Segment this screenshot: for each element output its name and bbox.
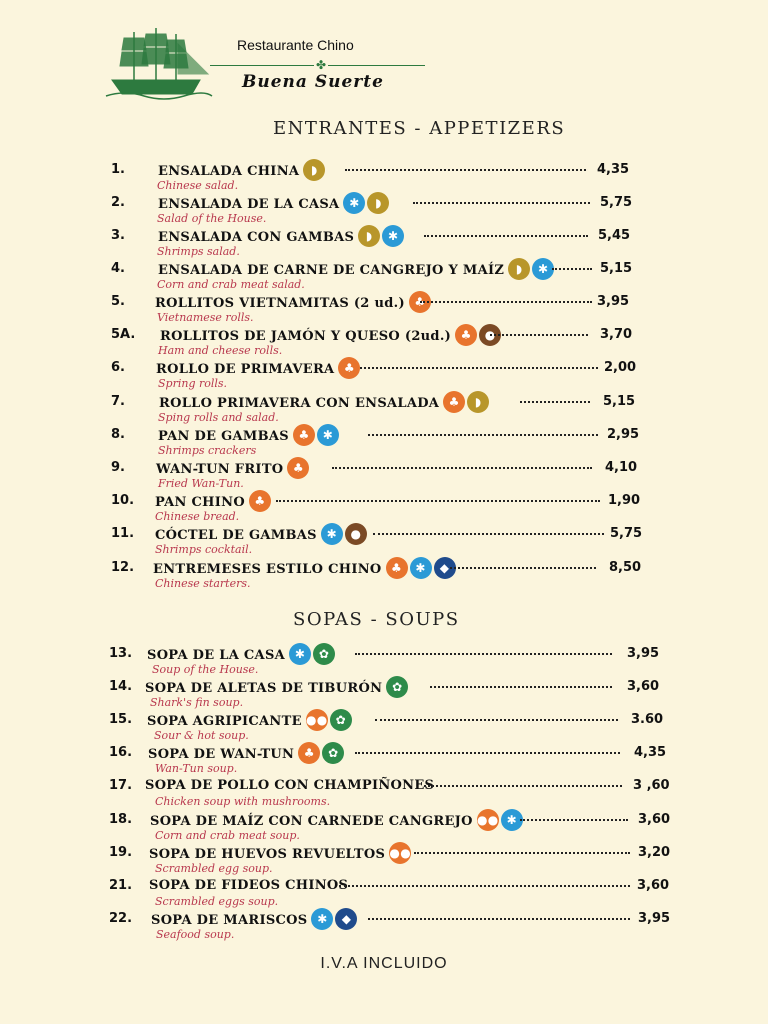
wheat-icon: ♣: [287, 457, 309, 479]
item-english-name: Sour & hot soup.: [154, 729, 249, 742]
item-english-name: Wan-Tun soup.: [155, 762, 238, 775]
dot-leader: [414, 851, 630, 854]
crab-icon: ✱: [343, 192, 365, 214]
item-number: 13.: [109, 646, 133, 661]
item-english-name: Shrimps crackers: [158, 444, 257, 457]
dot-leader: [276, 499, 600, 502]
egg-icon: ●●: [306, 709, 328, 731]
item-price: 3,95: [597, 294, 630, 309]
salad-icon: ◗: [467, 391, 489, 413]
item-english-name: Fried Wan-Tun.: [158, 477, 244, 490]
item-number: 4.: [111, 261, 125, 276]
item-name: ENSALADA DE CARNE DE CANGREJO Y MAÍZ: [158, 263, 505, 278]
item-number: 22.: [109, 911, 133, 926]
item-price: 3,60: [627, 679, 660, 694]
pork-icon: ●: [479, 324, 501, 346]
item-price: 3,70: [600, 327, 633, 342]
veg-icon: ✿: [386, 676, 408, 698]
item-number: 2.: [111, 195, 125, 210]
item-price: 5,45: [598, 228, 631, 243]
item-price: 3 ,60: [633, 778, 670, 793]
crab-icon: ✱: [311, 908, 333, 930]
item-name: CÓCTEL DE GAMBAS: [155, 528, 317, 543]
item-price: 8,50: [609, 560, 642, 575]
item-name: SOPA DE HUEVOS REVUELTOS: [149, 847, 386, 862]
item-number: 19.: [109, 845, 133, 860]
soups-item: [0, 679, 768, 713]
crab-icon: ✱: [501, 809, 523, 831]
crab-icon: ✱: [532, 258, 554, 280]
item-number: 15.: [109, 712, 133, 727]
item-name: ENTREMESES ESTILO CHINO: [153, 562, 382, 577]
item-price: 4,10: [605, 460, 638, 475]
item-price: 5,75: [610, 526, 643, 541]
item-name: ROLLO DE PRIMAVERA: [156, 362, 335, 377]
appetizers-item: [0, 493, 768, 527]
dot-leader: [368, 917, 630, 920]
clover-icon: ✤: [316, 58, 327, 72]
item-name: SOPA DE WAN-TUN: [148, 747, 295, 762]
soups-item: [0, 812, 768, 846]
item-english-name: Scrambled eggs soup.: [155, 895, 279, 908]
crab-icon: ✱: [289, 643, 311, 665]
crab-icon: ✱: [317, 424, 339, 446]
restaurant-name: Buena Suerte: [242, 72, 384, 92]
wheat-icon: ♣: [249, 490, 271, 512]
item-name: ENSALADA CHINA: [158, 164, 300, 179]
appetizers-item: [0, 195, 768, 229]
item-number: 9.: [111, 460, 125, 475]
item-number: 11.: [111, 526, 135, 541]
item-name: ENSALADA DE LA CASA: [158, 197, 340, 212]
item-english-name: Soup of the House.: [152, 663, 259, 676]
item-english-name: Shrimps salad.: [157, 245, 240, 258]
item-price: 3,60: [638, 812, 671, 827]
item-number: 3.: [111, 228, 125, 243]
soups-item: [0, 646, 768, 680]
appetizers-item: [0, 394, 768, 428]
menu-header: [0, 0, 768, 110]
dot-leader: [424, 784, 622, 787]
dot-leader: [355, 652, 612, 655]
appetizers-item: [0, 327, 768, 361]
item-number: 8.: [111, 427, 125, 442]
soups-item: [0, 712, 768, 746]
crab-icon: ✱: [321, 523, 343, 545]
crab-icon: ✱: [382, 225, 404, 247]
dot-leader: [420, 300, 592, 303]
item-name-group: [145, 778, 436, 793]
salad-icon: ◗: [508, 258, 530, 280]
dot-leader: [373, 532, 604, 535]
item-name: PAN DE GAMBAS: [158, 429, 289, 444]
salad-icon: ◗: [358, 225, 380, 247]
soups-item: [0, 878, 768, 912]
fish-icon: ◆: [434, 557, 456, 579]
dot-leader: [368, 433, 598, 436]
item-name: ENSALADA CON GAMBAS: [158, 230, 355, 245]
item-number: 10.: [111, 493, 135, 508]
veg-icon: ✿: [330, 709, 352, 731]
soups-item: [0, 778, 768, 812]
item-name: ROLLITOS DE JAMÓN Y QUESO (2ud.): [160, 329, 452, 344]
item-english-name: Corn and crab meat soup.: [155, 829, 300, 842]
item-price: 5,15: [603, 394, 636, 409]
item-price: 5,15: [600, 261, 633, 276]
dot-leader: [375, 718, 618, 721]
dot-leader: [355, 751, 620, 754]
egg-icon: ●●: [389, 842, 411, 864]
wheat-icon: ♣: [293, 424, 315, 446]
dot-leader: [339, 884, 630, 887]
item-number: 21.: [109, 878, 133, 893]
item-name: SOPA DE POLLO CON CHAMPIÑONES: [145, 778, 435, 793]
item-english-name: Sping rolls and salad.: [158, 411, 279, 424]
dot-leader: [552, 267, 592, 270]
salad-icon: ◗: [303, 159, 325, 181]
appetizers-item: [0, 162, 768, 196]
item-price: 4,35: [597, 162, 630, 177]
dot-leader: [450, 566, 596, 569]
appetizers-item: [0, 360, 768, 394]
dot-leader: [345, 168, 586, 171]
section-title-soups: SOPAS - SOUPS: [293, 609, 460, 630]
dot-leader: [520, 400, 590, 403]
item-name: ROLLO PRIMAVERA CON ENSALADA: [159, 396, 440, 411]
veg-icon: ✿: [313, 643, 335, 665]
dot-leader: [490, 333, 588, 336]
item-number: 1.: [111, 162, 125, 177]
restaurant-subtitle: Restaurante Chino: [237, 37, 354, 53]
wheat-icon: ♣: [338, 357, 360, 379]
dot-leader: [332, 466, 592, 469]
item-english-name: Chinese bread.: [155, 510, 240, 523]
item-english-name: Corn and crab meat salad.: [157, 278, 305, 291]
soups-item: [0, 911, 768, 945]
wheat-icon: ♣: [455, 324, 477, 346]
item-name: SOPA DE MAÍZ CON CARNEDE CANGREJO: [150, 814, 473, 829]
soups-item: [0, 845, 768, 879]
item-number: 5A.: [111, 327, 136, 342]
item-price: 3,95: [638, 911, 671, 926]
appetizers-item: [0, 560, 768, 594]
item-name: SOPA DE ALETAS DE TIBURÓN: [145, 681, 383, 696]
item-price: 5,75: [600, 195, 633, 210]
item-name: SOPA AGRIPICANTE: [147, 714, 302, 729]
crab-icon: ✱: [410, 557, 432, 579]
appetizers-item: [0, 427, 768, 461]
tax-note: I.V.A INCLUIDO: [320, 955, 448, 972]
item-price: 2,00: [604, 360, 637, 375]
item-number: 18.: [109, 812, 133, 827]
egg-icon: ●●: [477, 809, 499, 831]
appetizers-item: [0, 261, 768, 295]
wheat-icon: ♣: [386, 557, 408, 579]
item-name: ROLLITOS VIETNAMITAS (2 ud.): [155, 296, 405, 311]
item-english-name: Vietnamese rolls.: [157, 311, 254, 324]
item-price: 3,60: [637, 878, 670, 893]
item-english-name: Chinese salad.: [157, 179, 239, 192]
item-price: 3,95: [627, 646, 660, 661]
item-number: 17.: [109, 778, 133, 793]
salad-icon: ◗: [367, 192, 389, 214]
wheat-icon: ♣: [298, 742, 320, 764]
dot-leader: [413, 201, 590, 204]
sailing-ship-logo: [104, 24, 214, 100]
item-price: 2,95: [607, 427, 640, 442]
wheat-icon: ♣: [443, 391, 465, 413]
pork-icon: ●: [345, 523, 367, 545]
item-name-group: [149, 878, 350, 893]
item-number: 16.: [109, 745, 133, 760]
item-number: 14.: [109, 679, 133, 694]
dot-leader: [424, 234, 588, 237]
fish-icon: ◆: [335, 908, 357, 930]
item-name: PAN CHINO: [155, 495, 245, 510]
soups-item: [0, 745, 768, 779]
item-english-name: Scrambled egg soup.: [155, 862, 273, 875]
item-name: WAN-TUN FRITO: [156, 462, 284, 477]
item-price: 3.60: [631, 712, 664, 727]
section-title-appetizers: ENTRANTES - APPETIZERS: [273, 118, 566, 139]
appetizers-item: [0, 460, 768, 494]
dot-leader: [520, 818, 628, 821]
item-english-name: Salad of the House.: [157, 212, 267, 225]
item-english-name: Shark's fin soup.: [150, 696, 244, 709]
item-name: SOPA DE MARISCOS: [151, 913, 308, 928]
item-number: 5.: [111, 294, 125, 309]
dot-leader: [430, 685, 612, 688]
dot-leader: [360, 366, 598, 369]
item-english-name: Spring rolls.: [158, 377, 228, 390]
item-price: 4,35: [634, 745, 667, 760]
appetizers-item: [0, 228, 768, 262]
item-name: SOPA DE LA CASA: [147, 648, 286, 663]
item-english-name: Chicken soup with mushrooms.: [155, 795, 331, 808]
item-english-name: Seafood soup.: [156, 928, 235, 941]
item-english-name: Chinese starters.: [155, 577, 251, 590]
item-number: 12.: [111, 560, 135, 575]
appetizers-item: [0, 294, 768, 328]
wheat-icon: ♣: [409, 291, 431, 313]
item-price: 3,20: [638, 845, 671, 860]
item-name: SOPA DE FIDEOS CHINOS: [149, 878, 349, 893]
item-price: 1,90: [608, 493, 641, 508]
item-number: 7.: [111, 394, 125, 409]
appetizers-item: [0, 526, 768, 560]
item-english-name: Shrimps cocktail.: [155, 543, 253, 556]
item-number: 6.: [111, 360, 125, 375]
item-english-name: Ham and cheese rolls.: [158, 344, 283, 357]
veg-icon: ✿: [322, 742, 344, 764]
